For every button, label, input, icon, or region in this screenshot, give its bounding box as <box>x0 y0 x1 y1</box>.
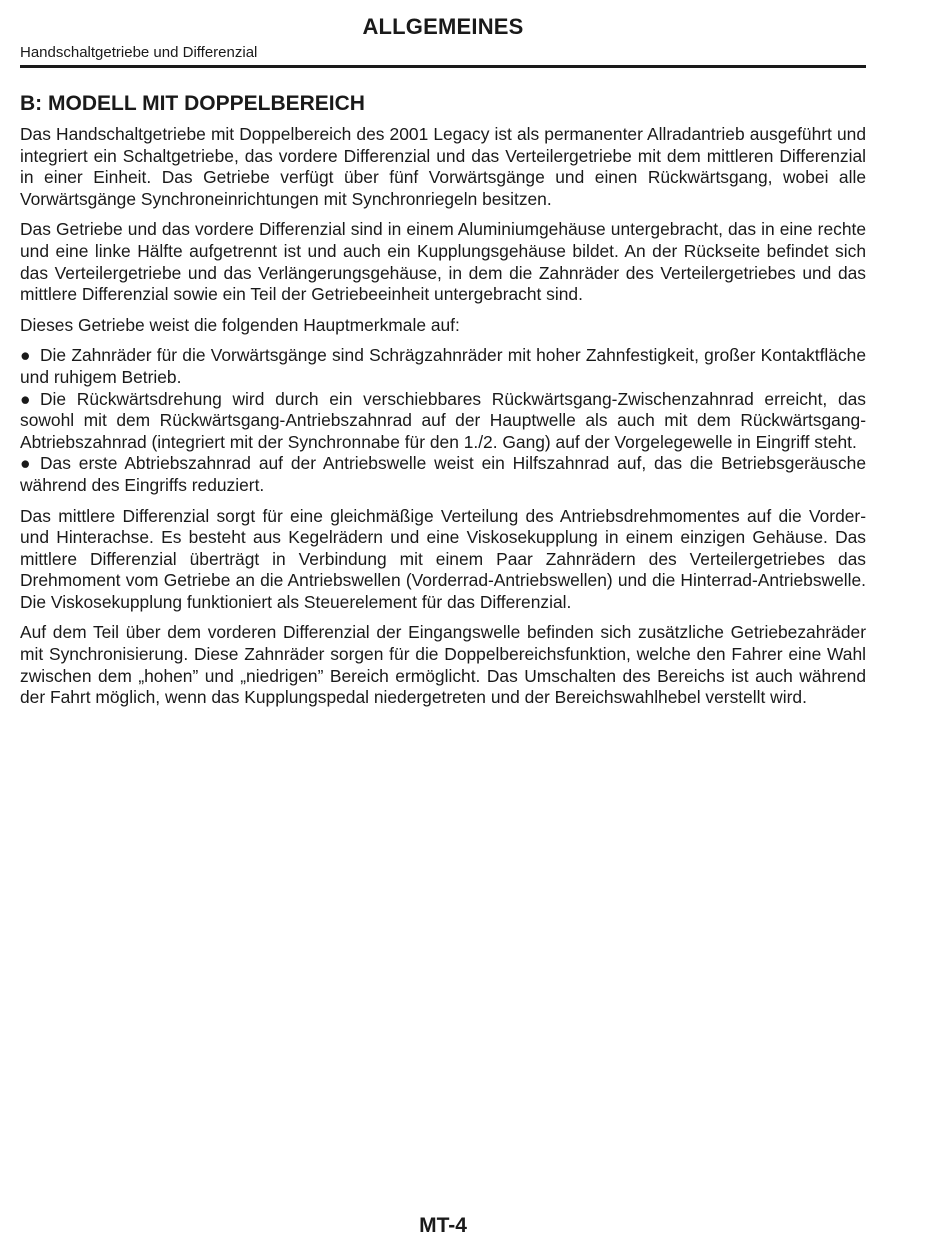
paragraph-center-differential: Das mittlere Differenzial sorgt für eine gleichmäßige Verteilung des Antriebsdrehmomentes auf die Vorder- und Hinterachse. Es besteht aus Kegelrädern und eine Viskosekupplung in einem einzigen Gehäuse. Das mittlere Differenzial überträgt in Verbindung mit einem Paar Zahnrädern des Verteilergetriebes das Drehmoment vom Getriebe an die Antriebswellen (Vorderrad-Antriebswellen) und die Hinterrad-Antriebswelle. Die Viskosekupplung funktioniert als Steuerelement für das Differenzial. <box>20 505 866 612</box>
bullet-icon: ● <box>20 345 31 366</box>
page-number: MT-4 <box>419 1214 467 1237</box>
header-divider <box>20 65 866 68</box>
paragraph-intro: Das Handschaltgetriebe mit Doppelbereich des 2001 Legacy ist als permanenter Allradantrieb ausgeführt und integriert ein Schaltgetriebe, das vordere Differenzial und das Verteilergetriebe mit dem mittleren Differenzial in einer Einheit. Das Getriebe verfügt über fünf Vorwärtsgänge und einen Rückwärtsgang, wobei alle Vorwärtsgänge Synchroneinrichtungen mit Synchronriegeln besitzen. <box>20 124 866 209</box>
paragraph-features-lead: Dieses Getriebe weist die folgenden Hauptmerkmale auf: <box>20 314 460 335</box>
feature-list <box>20 345 866 496</box>
document-page <box>20 0 866 1248</box>
list-item <box>20 453 866 496</box>
list-item-text: Die Zahnräder für die Vorwärtsgänge sind Schrägzahnräder mit hoher Zahnfestigkeit, großer Kontaktfläche und ruhigem Betrieb. <box>20 345 866 387</box>
section-title: B: MODELL MIT DOPPELBEREICH <box>20 92 365 115</box>
page-header-title: ALLGEMEINES <box>362 14 524 39</box>
list-item <box>20 389 866 454</box>
paragraph-housing: Das Getriebe und das vordere Differenzial sind in einem Aluminiumgehäuse untergebracht, das in eine rechte und eine linke Hälfte aufgetrennt ist und auch ein Kupplungsgehäuse bildet. An der Rückseite befindet sich das Verteilergetriebe und das Verlängerungsgehäuse, in dem die Zahnräder des Verteilergetriebes und das mittlere Differenzial sowie ein Teil der Getriebeeinheit untergebracht sind. <box>20 219 866 305</box>
body-text <box>20 124 866 718</box>
bullet-icon: ● <box>20 388 31 409</box>
list-item-text: Das erste Abtriebszahnrad auf der Antriebswelle weist ein Hilfszahnrad auf, das die Betriebsgeräusche während des Eingriffs reduziert. <box>20 453 866 495</box>
page-header-subtitle: Handschaltgetriebe und Differenzial <box>20 44 258 61</box>
bullet-icon: ● <box>20 453 31 474</box>
paragraph-dual-range: Auf dem Teil über dem vorderen Differenzial der Eingangswelle befinden sich zusätzliche Getriebezahräder mit Synchronisierung. Diese Zahnräder sorgen für die Doppelbereichsfunktion, welche den Fahrer eine Wahl zwischen dem „hohen” und „niedrigen” Bereich ermöglicht. Das Umschalten des Bereichs ist auch während der Fahrt möglich, wenn das Kupplungspedal niedergetreten und der Bereichswahlhebel verstellt wird. <box>20 622 866 708</box>
list-item <box>20 345 866 388</box>
list-item-text: Die Rückwärtsdrehung wird durch ein verschiebbares Rückwärtsgang-Zwischenzahnrad erreicht, das sowohl mit dem Rückwärtsgang-Antriebszahnrad auf der Hauptwelle als auch mit dem Rückwärtsgang-Abtriebszahnrad (integriert mit der Synchronnabe für den 1./2. Gang) auf der Vorgelegewelle in Eingriff steht. <box>20 388 866 452</box>
